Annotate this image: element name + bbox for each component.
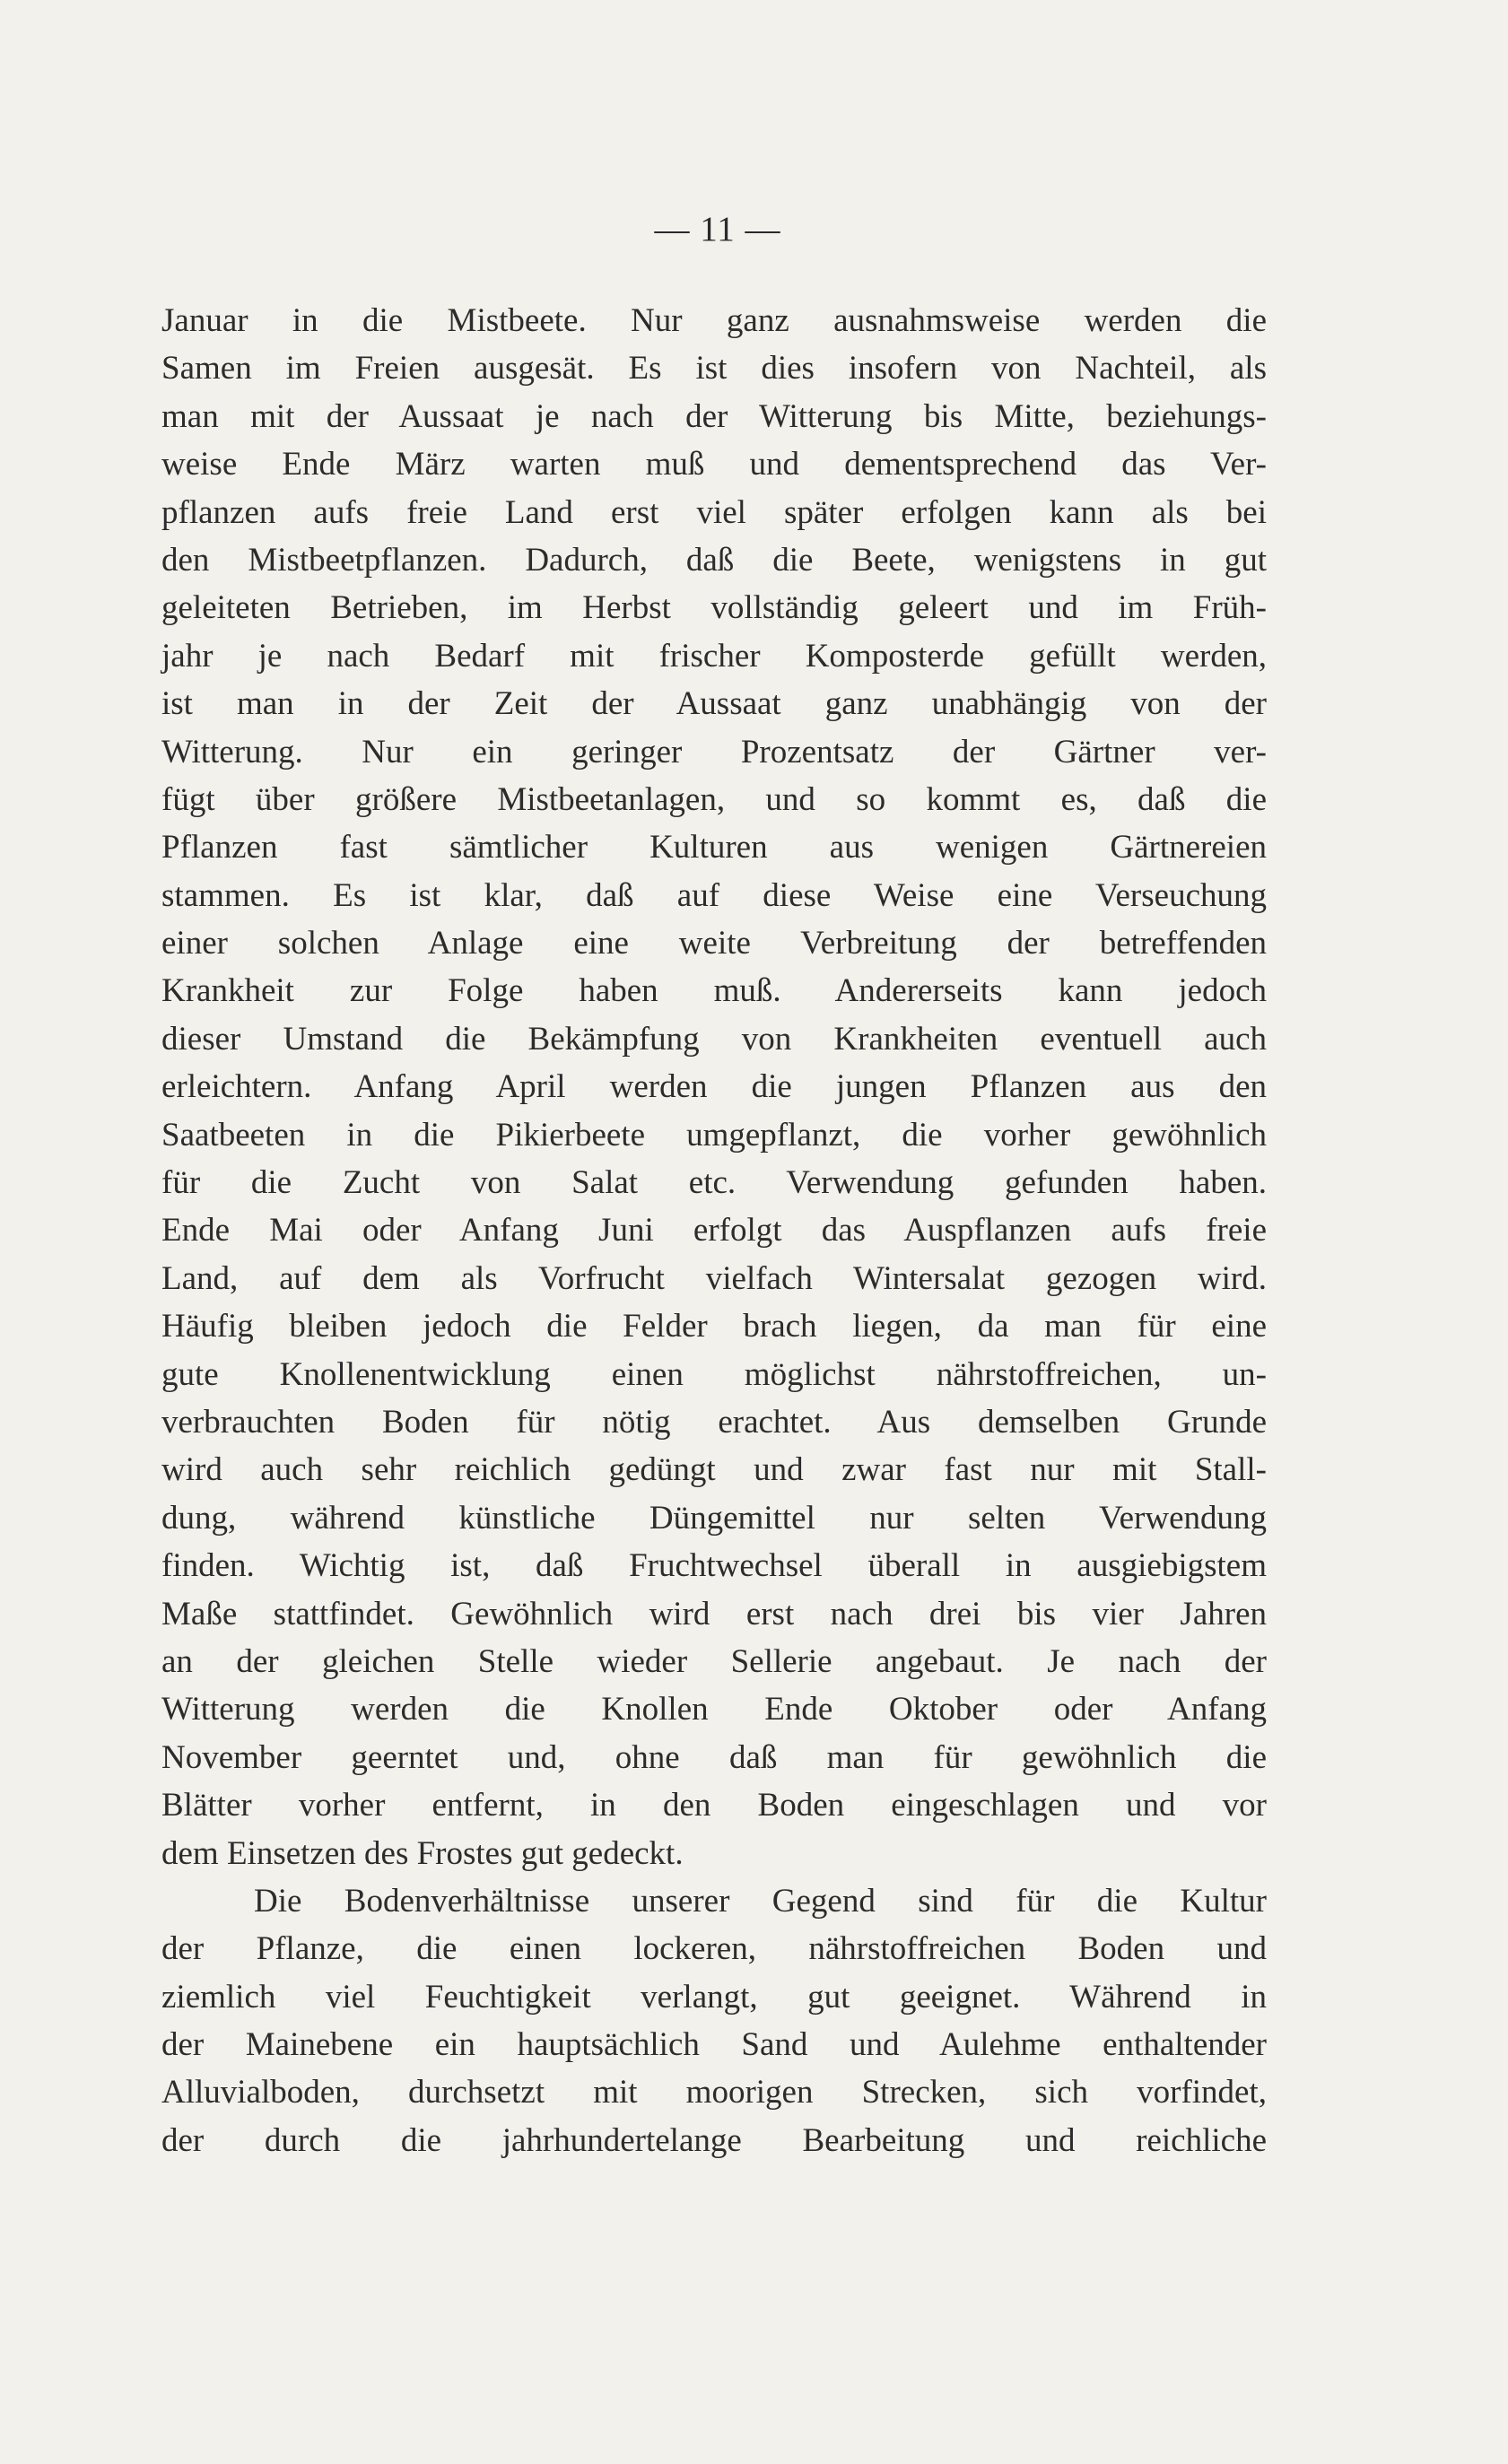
text-line: Alluvialboden, durchsetzt mit moorigen Strecken, sich vorfindet,: [161, 2074, 1267, 2111]
text-line: gute Knollenentwicklung einen möglichst nährstoffreichen, un-: [161, 1355, 1267, 1393]
text-line: der durch die jahrhundertelange Bearbeitung und reichliche: [161, 2121, 1267, 2159]
text-line: Witterung werden die Knollen Ende Oktober oder Anfang: [161, 1691, 1267, 1728]
text-line: November geerntet und, ohne daß man für gewöhnlich die: [161, 1738, 1267, 1776]
text-line: an der gleichen Stelle wieder Sellerie angebaut. Je nach der: [161, 1642, 1267, 1680]
text-line: weise Ende März warten muß und dementsprechend das Ver-: [161, 446, 1267, 483]
text-line: jahr je nach Bedarf mit frischer Komposterde gefüllt werden,: [161, 637, 1267, 675]
text-line: Saatbeeten in die Pikierbeete umgepflanzt, die vorher gewöhnlich: [161, 1116, 1267, 1154]
paragraph-start-line: Die Bodenverhältnisse unserer Gegend sind für die Kultur: [254, 1882, 1267, 1920]
text-line: für die Zucht von Salat etc. Verwendung gefunden haben.: [161, 1164, 1267, 1202]
text-line: der Mainebene ein hauptsächlich Sand und Aulehme enthaltender: [161, 2026, 1267, 2064]
text-line: geleiteten Betrieben, im Herbst vollständig geleert und im Früh-: [161, 589, 1267, 627]
text-line: ziemlich viel Feuchtigkeit verlangt, gut geeignet. Während in: [161, 1978, 1267, 2016]
text-line: Maße stattfindet. Gewöhnlich wird erst nach drei bis vier Jahren: [161, 1595, 1267, 1633]
paragraph-end-line: dem Einsetzen des Frostes gut gedeckt.: [161, 1834, 684, 1872]
text-line: Witterung. Nur ein geringer Prozentsatz der Gärtner ver-: [161, 733, 1267, 771]
text-line: fügt über größere Mistbeetanlagen, und so kommt es, daß die: [161, 780, 1267, 818]
text-line: dung, während künstliche Düngemittel nur selten Verwendung: [161, 1499, 1267, 1537]
text-line: verbrauchten Boden für nötig erachtet. Aus demselben Grunde: [161, 1403, 1267, 1441]
body-text: [161, 297, 1267, 2164]
text-line: der Pflanze, die einen lockeren, nährstoffreichen Boden und: [161, 1930, 1267, 1968]
text-line: stammen. Es ist klar, daß auf diese Weise eine Verseuchung: [161, 876, 1267, 914]
text-line: den Mistbeetpflanzen. Dadurch, daß die Beete, wenigstens in gut: [161, 541, 1267, 579]
text-line: finden. Wichtig ist, daß Fruchtwechsel überall in ausgiebigstem: [161, 1547, 1267, 1585]
text-line: Blätter vorher entfernt, in den Boden eingeschlagen und vor: [161, 1787, 1267, 1824]
text-line: Ende Mai oder Anfang Juni erfolgt das Auspflanzen aufs freie: [161, 1212, 1267, 1249]
text-line: wird auch sehr reichlich gedüngt und zwar fast nur mit Stall-: [161, 1451, 1267, 1489]
text-line: einer solchen Anlage eine weite Verbreitung der betreffenden: [161, 925, 1267, 962]
text-line: erleichtern. Anfang April werden die jungen Pflanzen aus den: [161, 1068, 1267, 1106]
text-line: Land, auf dem als Vorfrucht vielfach Wintersalat gezogen wird.: [161, 1259, 1267, 1297]
text-line: Januar in die Mistbeete. Nur ganz ausnahmsweise werden die: [161, 302, 1267, 339]
text-line: dieser Umstand die Bekämpfung von Krankheiten eventuell auch: [161, 1020, 1267, 1058]
page-number: — 11 —: [654, 210, 781, 248]
text-line: Pflanzen fast sämtlicher Kulturen aus wenigen Gärtnereien: [161, 829, 1267, 866]
text-line: pflanzen aufs freie Land erst viel später erfolgen kann als bei: [161, 493, 1267, 531]
text-line: Samen im Freien ausgesät. Es ist dies insofern von Nachteil, als: [161, 350, 1267, 387]
text-line: Häufig bleiben jedoch die Felder brach liegen, da man für eine: [161, 1308, 1267, 1345]
text-line: ist man in der Zeit der Aussaat ganz unabhängig von der: [161, 685, 1267, 723]
text-line: man mit der Aussaat je nach der Witterung bis Mitte, beziehungs-: [161, 397, 1267, 435]
text-line: Krankheit zur Folge haben muß. Andererseits kann jedoch: [161, 972, 1267, 1010]
